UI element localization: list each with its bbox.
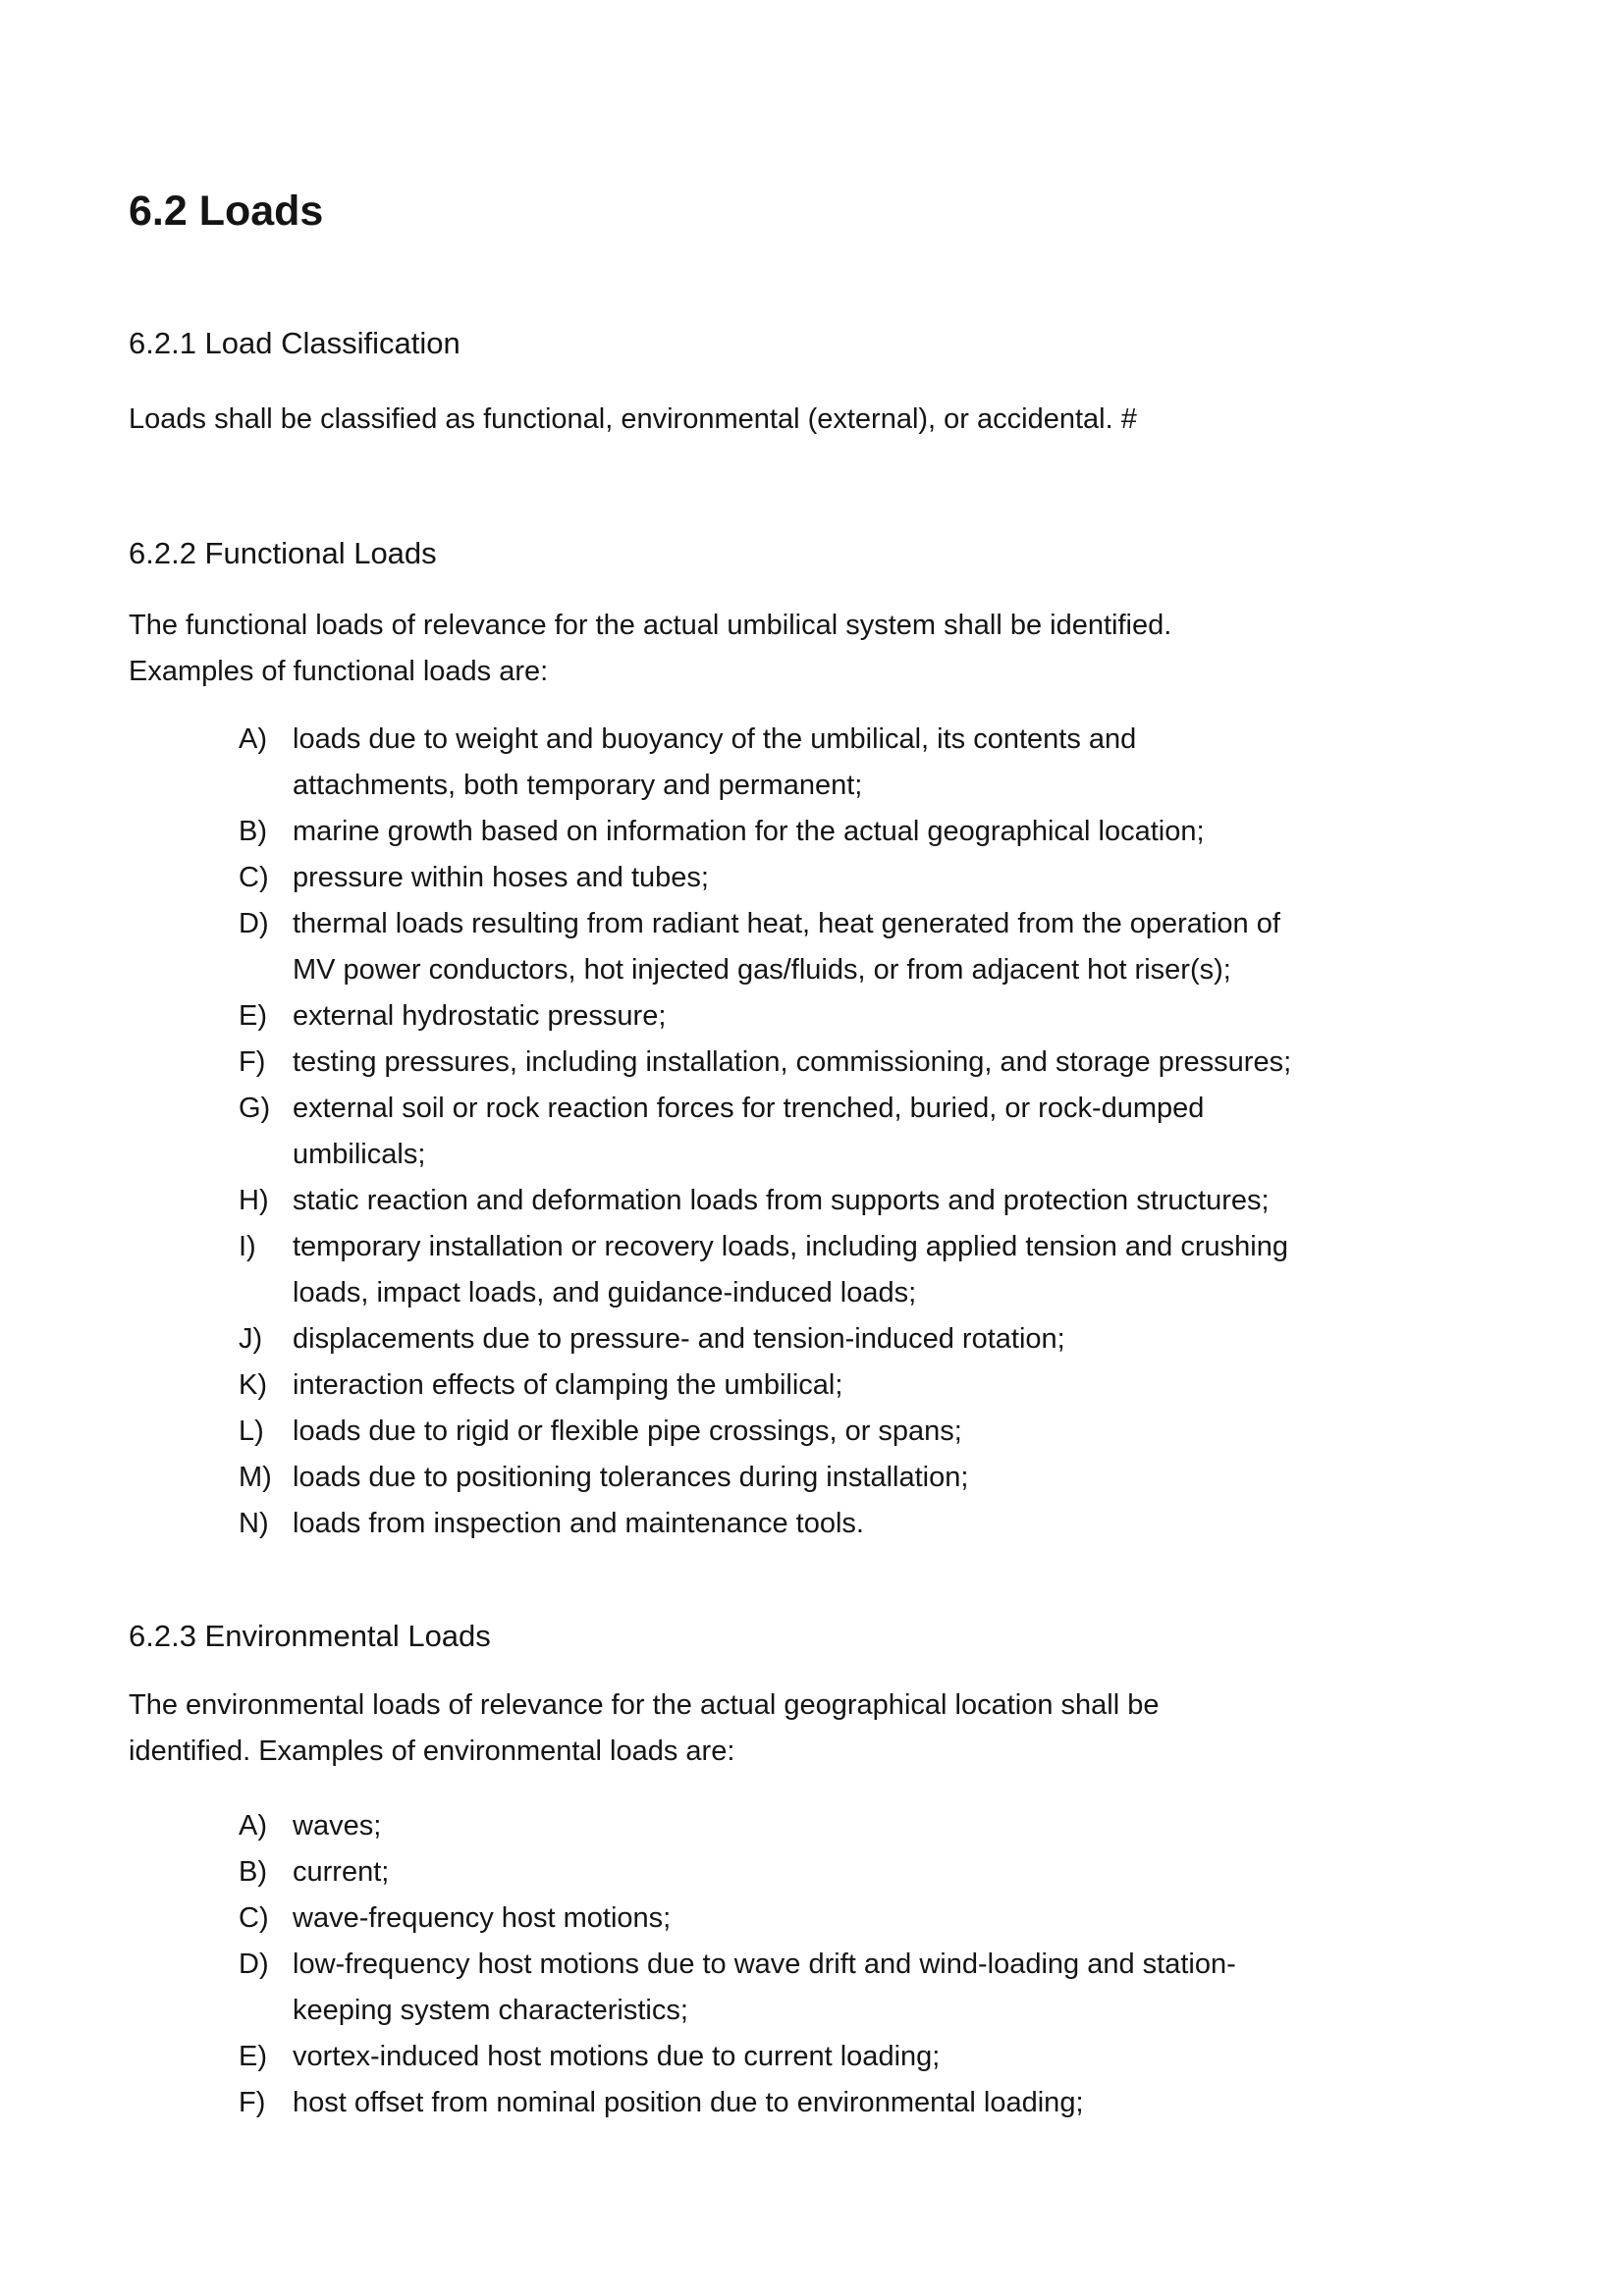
list-item-marker: C) — [239, 862, 269, 893]
list-item-text: external hydrostatic pressure; — [293, 1000, 667, 1032]
list-item-text: static reaction and deformation loads from supports and protection structures; — [293, 1185, 1270, 1216]
list-item-marker: N) — [239, 1508, 269, 1539]
paragraph-load-classification: Loads shall be classified as functional, environmental (external), or accidental. # — [129, 403, 1137, 435]
list-item-text: waves; — [293, 1810, 382, 1842]
list-item-text: external soil or rock reaction forces for trenched, buried, or rock-dumped umbilicals; — [293, 1093, 1205, 1170]
list-item-text: temporary installation or recovery loads, including applied tension and crushing loads, impact loads, and guidance-induced loads; — [293, 1231, 1288, 1308]
list-item — [239, 1224, 1495, 1316]
list-item-marker: K) — [239, 1369, 267, 1401]
paragraph-functional-intro — [129, 603, 1495, 695]
list-item — [239, 1849, 1495, 1896]
list-item — [239, 2080, 1495, 2126]
list-item-text: testing pressures, including installation, commissioning, and storage pressures; — [293, 1046, 1292, 1078]
list-item — [239, 1455, 1495, 1501]
list-item-text: low-frequency host motions due to wave drift and wind-loading and station- keeping system characteristics; — [293, 1949, 1236, 2026]
paragraph-environmental-intro — [129, 1682, 1495, 1775]
list-item — [239, 1362, 1495, 1409]
list-item-marker: L) — [239, 1415, 264, 1447]
list-item-text: loads from inspection and maintenance tools. — [293, 1508, 864, 1539]
list-item-marker: F) — [239, 2087, 266, 2118]
list-item-marker: J) — [239, 1323, 263, 1355]
list-item-text: loads due to rigid or flexible pipe crossings, or spans; — [293, 1415, 962, 1447]
list-item-text: pressure within hoses and tubes; — [293, 862, 709, 893]
list-item-text: vortex-induced host motions due to current loading; — [293, 2041, 941, 2072]
paragraph-line: Examples of functional loads are: — [129, 656, 549, 687]
list-item — [239, 1316, 1495, 1362]
list-item — [239, 1803, 1495, 1849]
list-item-marker: A) — [239, 723, 267, 755]
list-item-text: loads due to positioning tolerances during installation; — [293, 1462, 969, 1493]
list-item — [239, 1040, 1495, 1086]
list-item-text: thermal loads resulting from radiant heat, heat generated from the operation of MV power conductors, hot injected gas/fluids, or from adjacent hot riser(s); — [293, 908, 1280, 986]
list-item — [239, 1501, 1495, 1547]
list-item — [239, 855, 1495, 901]
list-item — [239, 1178, 1495, 1224]
list-item-marker: I) — [239, 1231, 256, 1262]
list-item-marker: G) — [239, 1093, 271, 1124]
environmental-loads-list — [239, 1803, 1495, 2126]
list-item-marker: B) — [239, 816, 267, 847]
list-item — [239, 993, 1495, 1040]
list-item — [239, 1086, 1495, 1178]
list-item — [239, 1942, 1495, 2034]
list-item-marker: C) — [239, 1902, 269, 1934]
list-item — [239, 901, 1495, 993]
list-item-marker: E) — [239, 2041, 267, 2072]
list-item-marker: A) — [239, 1810, 267, 1842]
list-item — [239, 717, 1495, 809]
list-item-marker: H) — [239, 1185, 269, 1216]
list-item-marker: M) — [239, 1462, 272, 1493]
list-item-text: interaction effects of clamping the umbilical; — [293, 1369, 843, 1401]
paragraph-line: The environmental loads of relevance for the actual geographical location shall be — [129, 1689, 1160, 1721]
paragraph-line: identified. Examples of environmental loads are: — [129, 1735, 735, 1767]
list-item-marker: D) — [239, 1949, 269, 1980]
list-item-marker: B) — [239, 1856, 267, 1888]
list-item — [239, 809, 1495, 855]
section-heading-functional-loads: 6.2.2 Functional Loads — [129, 536, 437, 570]
list-item — [239, 1409, 1495, 1455]
paragraph-line: The functional loads of relevance for the actual umbilical system shall be identified. — [129, 610, 1172, 641]
list-item-text: host offset from nominal position due to environmental loading; — [293, 2087, 1084, 2118]
list-item-marker: D) — [239, 908, 269, 939]
list-item-text: current; — [293, 1856, 390, 1888]
list-item — [239, 1896, 1495, 1942]
page-title: 6.2 Loads — [129, 187, 324, 235]
list-item-text: marine growth based on information for the actual geographical location; — [293, 816, 1205, 847]
list-item-marker: E) — [239, 1000, 267, 1032]
functional-loads-list — [239, 717, 1495, 1547]
section-heading-load-classification: 6.2.1 Load Classification — [129, 326, 460, 360]
list-item — [239, 2034, 1495, 2080]
section-heading-environmental-loads: 6.2.3 Environmental Loads — [129, 1619, 491, 1653]
list-item-text: displacements due to pressure- and tension-induced rotation; — [293, 1323, 1065, 1355]
list-item-text: loads due to weight and buoyancy of the umbilical, its contents and attachments, both temporary and permanent; — [293, 723, 1137, 801]
list-item-text: wave-frequency host motions; — [293, 1902, 672, 1934]
list-item-marker: F) — [239, 1046, 266, 1078]
